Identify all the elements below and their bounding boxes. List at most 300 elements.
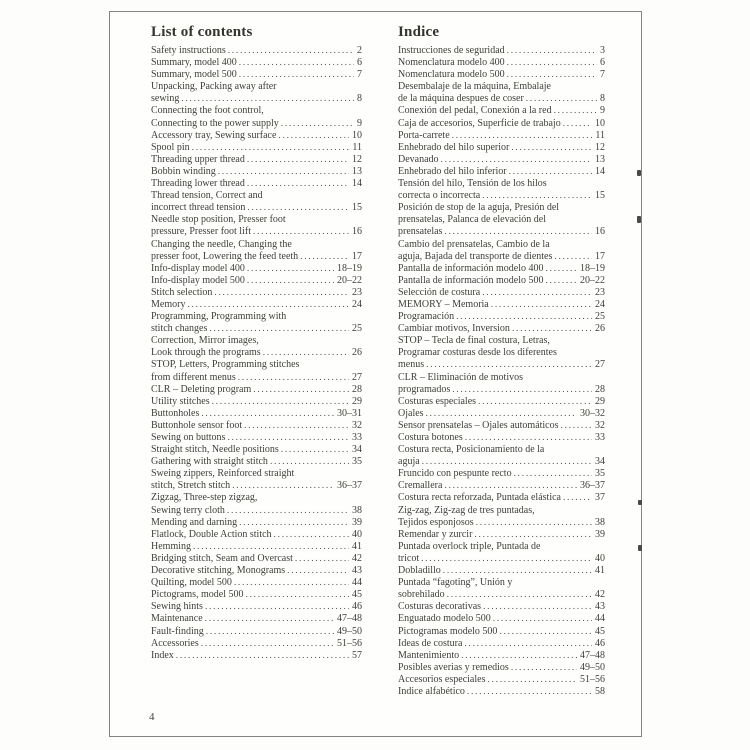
dot-leader (205, 613, 334, 625)
dot-leader (447, 589, 592, 601)
dot-leader (281, 118, 354, 130)
toc-row (151, 335, 362, 347)
toc-list-english (151, 45, 362, 662)
dot-leader (232, 480, 334, 492)
toc-page-number: 44 (352, 577, 362, 589)
toc-row (398, 57, 605, 69)
toc-row (151, 69, 362, 81)
toc-row (151, 613, 362, 625)
toc-row (151, 601, 362, 613)
toc-entry-text: Indice alfabético (398, 685, 465, 697)
toc-row (398, 372, 605, 384)
toc-entry-text: Unpacking, Packing away after (151, 81, 277, 93)
toc-entry-text: Buttonhole sensor foot (151, 419, 243, 431)
edge-ink-mark (638, 500, 642, 505)
toc-row (151, 541, 362, 553)
toc-row (151, 178, 362, 190)
toc-row (151, 517, 362, 529)
toc-page-number: 9 (357, 117, 362, 129)
toc-row (398, 202, 605, 214)
dot-leader (181, 93, 354, 105)
toc-entry-text: Bridging stitch, Seam and Overcast (151, 552, 293, 564)
toc-page-number: 42 (595, 589, 605, 601)
dot-leader (507, 45, 597, 57)
toc-row (398, 154, 605, 166)
toc-row (151, 130, 362, 142)
toc-entry-text: Cambio del prensatelas, Cambio de la (398, 238, 550, 250)
toc-entry-text: Zig-zag, Zig-zag de tres puntadas, (398, 504, 535, 516)
toc-page-number: 34 (352, 444, 362, 456)
toc-page-number: 41 (352, 540, 362, 552)
toc-entry-text: Sewing on buttons (151, 432, 226, 443)
toc-row (398, 384, 605, 396)
dot-leader (263, 347, 349, 359)
toc-row (398, 444, 605, 456)
toc-entry-text: aguja, Bajada del transporte de dientes (398, 250, 553, 262)
toc-page-number: 33 (352, 432, 362, 443)
dot-leader (487, 674, 577, 686)
dot-leader (514, 468, 592, 480)
toc-entry-text: Caja de accesorios, Superficie de trabajo (398, 117, 561, 129)
toc-page-number: 8 (600, 93, 605, 105)
toc-entry-text: Mending and darning (151, 516, 238, 528)
dot-leader (546, 275, 577, 287)
dot-leader (476, 517, 592, 529)
toc-row (151, 553, 362, 565)
dot-leader (253, 226, 349, 238)
toc-entry-text: Utility stitches (151, 395, 210, 407)
dot-leader (239, 69, 354, 81)
toc-entry-text: Safety instructions (151, 45, 226, 56)
toc-row (151, 287, 362, 299)
toc-entry-text: sobrehilado (398, 589, 445, 601)
toc-page-number: 20–22 (337, 274, 362, 286)
toc-entry-text: de la máquina despues de coser (398, 93, 524, 105)
toc-page-number: 29 (595, 395, 605, 407)
toc-row (151, 190, 362, 202)
toc-title-english: List of contents (151, 24, 253, 40)
toc-entry-text: Thread tension, Correct and (151, 190, 263, 202)
toc-page-number: 6 (357, 57, 362, 69)
dot-leader (209, 323, 349, 335)
toc-entry-text: aguja (398, 456, 420, 468)
toc-page-number: 10 (595, 117, 605, 129)
toc-row (151, 359, 362, 371)
toc-page-number: 32 (352, 419, 362, 431)
toc-entry-text: Ojales (398, 407, 424, 419)
toc-page-number: 58 (595, 685, 605, 697)
dot-leader (478, 396, 592, 408)
toc-page-number: 49–50 (580, 661, 605, 673)
toc-entry-text: pressure, Presser foot lift (151, 226, 251, 238)
dot-leader (561, 420, 592, 432)
toc-page-number: 42 (352, 552, 362, 564)
dot-leader (493, 613, 592, 625)
toc-list-spanish (398, 45, 605, 698)
toc-page-number: 28 (352, 383, 362, 395)
toc-page-number: 16 (595, 226, 605, 238)
toc-page-number: 51–56 (337, 637, 362, 649)
toc-row (151, 105, 362, 117)
toc-row (151, 650, 362, 662)
toc-row (151, 93, 362, 105)
toc-row (398, 553, 605, 565)
toc-row (398, 214, 605, 226)
toc-page-number: 27 (595, 359, 605, 371)
toc-entry-text: Puntada overlock triple, Puntada de (398, 540, 541, 552)
toc-page-number: 41 (595, 565, 605, 577)
toc-entry-text: Conexión del pedal, Conexión a la red (398, 105, 552, 117)
toc-page-number: 51–56 (580, 673, 605, 685)
dot-leader (300, 251, 349, 263)
toc-row (398, 81, 605, 93)
dot-leader (422, 456, 592, 468)
toc-entry-text: Posibles averias y remedios (398, 661, 509, 673)
dot-leader (465, 432, 592, 444)
dot-leader (507, 57, 597, 69)
dot-leader (452, 384, 592, 396)
toc-entry-text: Cambiar motivos, Inversion (398, 323, 510, 335)
toc-entry-text: Ideas de costura (398, 637, 463, 649)
toc-entry-text: Tejidos esponjosos (398, 516, 474, 528)
dot-leader (281, 444, 349, 456)
toc-entry-text: Index (151, 649, 174, 661)
toc-entry-text: Connecting to the power supply (151, 117, 279, 129)
toc-entry-text: Look through the programs (151, 347, 261, 359)
toc-row (151, 214, 362, 226)
toc-row (398, 517, 605, 529)
toc-page-number: 12 (595, 141, 605, 153)
dot-leader (295, 553, 349, 565)
toc-entry-text: Connecting the foot control, (151, 105, 264, 117)
toc-row (398, 456, 605, 468)
dot-leader (426, 359, 592, 371)
toc-entry-text: Accessory tray, Sewing surface (151, 129, 277, 141)
toc-page-number: 23 (595, 286, 605, 298)
toc-page-number: 57 (352, 649, 362, 661)
toc-entry-text: Programar costuras desde los diferentes (398, 347, 557, 359)
toc-page-number: 8 (357, 93, 362, 105)
toc-page-number: 47–48 (337, 613, 362, 625)
dot-leader (287, 565, 349, 577)
toc-page-number: 47–48 (580, 649, 605, 661)
dot-leader (228, 45, 354, 57)
dot-leader (563, 492, 592, 504)
toc-row (398, 577, 605, 589)
toc-entry-text: Desembalaje de la máquina, Embalaje (398, 81, 551, 93)
toc-row (398, 347, 605, 359)
toc-entry-text: Enhebrado del hilo superior (398, 141, 510, 153)
toc-page-number: 49–50 (337, 625, 362, 637)
toc-page-number: 43 (595, 601, 605, 613)
toc-entry-text: Pictograms, model 500 (151, 589, 244, 601)
toc-entry-text: Fruncido con pespunte recto (398, 468, 512, 480)
dot-leader (253, 384, 349, 396)
toc-row (151, 45, 362, 57)
toc-entry-text: Sewing hints (151, 601, 203, 613)
toc-entry-text: Cremallera (398, 480, 443, 492)
toc-page-number: 18–19 (337, 262, 362, 274)
edge-ink-mark (637, 170, 641, 176)
dot-leader (421, 553, 592, 565)
toc-page-number: 45 (352, 589, 362, 601)
toc-row (151, 57, 362, 69)
dot-leader (270, 456, 349, 468)
toc-row (151, 432, 362, 444)
toc-row (398, 638, 605, 650)
toc-entry-text: Dobladillo (398, 565, 441, 577)
toc-row (398, 601, 605, 613)
toc-row (398, 674, 605, 686)
toc-row (398, 287, 605, 299)
toc-entry-text: Memory (151, 298, 186, 310)
toc-row (398, 420, 605, 432)
dot-leader (483, 601, 592, 613)
manual-page (109, 11, 642, 737)
toc-row (151, 81, 362, 93)
folio-page-number: 4 (149, 711, 155, 723)
toc-row (398, 69, 605, 81)
toc-entry-text: Remendar y zurcir (398, 528, 473, 540)
toc-row (151, 408, 362, 420)
toc-page-number: 11 (595, 129, 605, 141)
toc-row (398, 178, 605, 190)
toc-entry-text: Programming, Programming with (151, 311, 287, 323)
toc-row (151, 565, 362, 577)
dot-leader (563, 118, 592, 130)
toc-page-number: 6 (600, 57, 605, 69)
toc-page-number: 35 (352, 456, 362, 468)
toc-entry-text: Costura botones (398, 432, 463, 443)
toc-page-number: 14 (595, 165, 605, 177)
toc-row (151, 444, 362, 456)
toc-page-number: 23 (352, 286, 362, 298)
toc-row (151, 299, 362, 311)
toc-entry-text: incorrect thread tension (151, 202, 246, 214)
toc-row (151, 347, 362, 359)
dot-leader (526, 93, 597, 105)
toc-entry-text: Fault-finding (151, 625, 204, 637)
dot-leader (443, 565, 592, 577)
dot-leader (444, 480, 577, 492)
dot-leader (244, 420, 349, 432)
toc-entry-text: Stitch selection (151, 286, 213, 298)
dot-leader (554, 105, 597, 117)
dot-leader (461, 650, 577, 662)
toc-page-number: 7 (600, 69, 605, 81)
toc-page-number: 25 (352, 323, 362, 335)
toc-row (398, 130, 605, 142)
toc-entry-text: Devanado (398, 153, 439, 165)
toc-entry-text: Sensor prensatelas – Ojales automáticos (398, 419, 559, 431)
dot-leader (247, 178, 349, 190)
toc-page-number: 35 (595, 468, 605, 480)
toc-row (398, 626, 605, 638)
toc-page-number: 14 (352, 178, 362, 190)
toc-page-number: 13 (595, 153, 605, 165)
dot-leader (206, 626, 334, 638)
toc-page-number: 24 (595, 298, 605, 310)
toc-entry-text: Straight stitch, Needle positions (151, 444, 279, 456)
dot-leader (247, 154, 349, 166)
toc-row (151, 492, 362, 504)
dot-leader (246, 589, 350, 601)
toc-entry-text: programados (398, 383, 451, 395)
toc-entry-text: Spool pin (151, 141, 190, 153)
toc-page-number: 32 (595, 419, 605, 431)
toc-entry-text: Costura recta reforzada, Puntada elástica (398, 492, 561, 504)
toc-page-number: 45 (595, 625, 605, 637)
toc-entry-text: Pantalla de información modelo 500 (398, 274, 544, 286)
toc-entry-text: Selección de costura (398, 286, 481, 298)
toc-row (151, 263, 362, 275)
toc-page-number: 39 (352, 516, 362, 528)
toc-entry-text: Enguatado modelo 500 (398, 613, 491, 625)
toc-page-number: 36–37 (580, 480, 605, 492)
toc-row (151, 577, 362, 589)
toc-entry-text: Enhebrado del hilo inferior (398, 165, 507, 177)
toc-page-number: 30–31 (337, 407, 362, 419)
toc-entry-text: CLR – Eliminación de motivos (398, 371, 523, 383)
edge-ink-mark (638, 545, 642, 551)
toc-row (151, 202, 362, 214)
toc-row (151, 505, 362, 517)
toc-entry-text: Mantenimiento (398, 649, 460, 661)
toc-entry-text: presser foot, Lowering the feed teeth (151, 250, 299, 262)
toc-entry-text: Costuras decorativas (398, 601, 482, 613)
toc-row (398, 589, 605, 601)
toc-page-number: 12 (352, 153, 362, 165)
toc-page-number: 38 (352, 504, 362, 516)
toc-page-number: 36–37 (337, 480, 362, 492)
toc-page-number: 44 (595, 613, 605, 625)
dot-leader (187, 299, 349, 311)
toc-entry-text: Threading lower thread (151, 178, 245, 190)
toc-row (151, 626, 362, 638)
toc-page-number: 2 (357, 45, 362, 56)
toc-page-number: 40 (595, 552, 605, 564)
toc-page-number: 30–32 (580, 407, 605, 419)
dot-leader (474, 529, 592, 541)
toc-row (398, 335, 605, 347)
toc-page-number: 17 (595, 250, 605, 262)
toc-row (398, 239, 605, 251)
dot-leader (247, 263, 334, 275)
toc-row (398, 105, 605, 117)
toc-page-number: 27 (352, 371, 362, 383)
toc-entry-text: tricot (398, 552, 420, 564)
toc-page-number: 40 (352, 528, 362, 540)
toc-row (398, 299, 605, 311)
dot-leader (456, 311, 592, 323)
toc-entry-text: MEMORY – Memoria (398, 298, 489, 310)
toc-page-number: 39 (595, 528, 605, 540)
dot-leader (192, 142, 350, 154)
dot-leader (234, 577, 349, 589)
toc-row (151, 154, 362, 166)
toc-page-number: 37 (595, 492, 605, 504)
dot-leader (482, 287, 592, 299)
toc-entry-text: STOP, Letters, Programming stitches (151, 359, 300, 371)
toc-row (398, 529, 605, 541)
toc-row (398, 275, 605, 287)
dot-leader (512, 323, 592, 335)
toc-entry-text: Summary, model 500 (151, 69, 237, 81)
toc-row (398, 662, 605, 674)
toc-row (151, 118, 362, 130)
toc-entry-text: Hemming (151, 540, 191, 552)
dot-leader (239, 517, 349, 529)
toc-entry-text: Instrucciones de seguridad (398, 45, 505, 56)
dot-leader (509, 166, 592, 178)
toc-row (398, 311, 605, 323)
toc-entry-text: menus (398, 359, 425, 371)
toc-page-number: 43 (352, 565, 362, 577)
toc-row (151, 226, 362, 238)
toc-title-spanish: Indice (398, 24, 440, 40)
toc-page-number: 25 (595, 311, 605, 323)
toc-row (398, 432, 605, 444)
toc-entry-text: prensatelas, Palanca de elevación del (398, 214, 546, 226)
toc-page-number: 13 (352, 165, 362, 177)
toc-entry-text: from different menus (151, 371, 236, 383)
toc-page-number: 11 (352, 141, 362, 153)
toc-page-number: 15 (595, 190, 605, 202)
toc-row (398, 650, 605, 662)
toc-entry-text: Decorative stitching, Monograms (151, 565, 286, 577)
toc-entry-text: Pantalla de información modelo 400 (398, 262, 544, 274)
toc-entry-text: Bobbin winding (151, 165, 216, 177)
toc-entry-text: correcta o incorrecta (398, 190, 481, 202)
toc-row (398, 468, 605, 480)
dot-leader (278, 130, 349, 142)
dot-leader (464, 638, 592, 650)
toc-row (151, 420, 362, 432)
toc-entry-text: STOP – Tecla de final costura, Letras, (398, 335, 550, 347)
toc-page-number: 20–22 (580, 274, 605, 286)
dot-leader (205, 601, 349, 613)
toc-row (151, 239, 362, 251)
toc-row (151, 323, 362, 335)
toc-row (151, 396, 362, 408)
toc-entry-text: Quilting, model 500 (151, 577, 232, 589)
toc-row (151, 251, 362, 263)
toc-entry-text: Info-display model 500 (151, 274, 245, 286)
dot-leader (176, 650, 349, 662)
toc-entry-text: Accessories (151, 637, 199, 649)
dot-leader (238, 372, 349, 384)
toc-entry-text: Sewing terry cloth (151, 504, 225, 516)
toc-page-number: 7 (357, 69, 362, 81)
toc-entry-text: Gathering with straight stitch (151, 456, 268, 468)
edge-ink-mark (637, 216, 641, 223)
toc-row (151, 589, 362, 601)
toc-page-number: 9 (600, 105, 605, 117)
toc-row (151, 311, 362, 323)
dot-leader (426, 408, 577, 420)
toc-page-number: 17 (352, 250, 362, 262)
toc-page-number: 28 (595, 383, 605, 395)
toc-entry-text: Posición de stop de la aguja, Presión del (398, 202, 560, 214)
dot-leader (452, 130, 593, 142)
dot-leader (193, 541, 349, 553)
toc-page-number: 18–19 (580, 262, 605, 274)
toc-page-number: 34 (595, 456, 605, 468)
toc-row (398, 263, 605, 275)
toc-entry-text: Flatlock, Double Action stitch (151, 528, 272, 540)
dot-leader (511, 142, 592, 154)
toc-entry-text: stitch changes (151, 323, 208, 335)
